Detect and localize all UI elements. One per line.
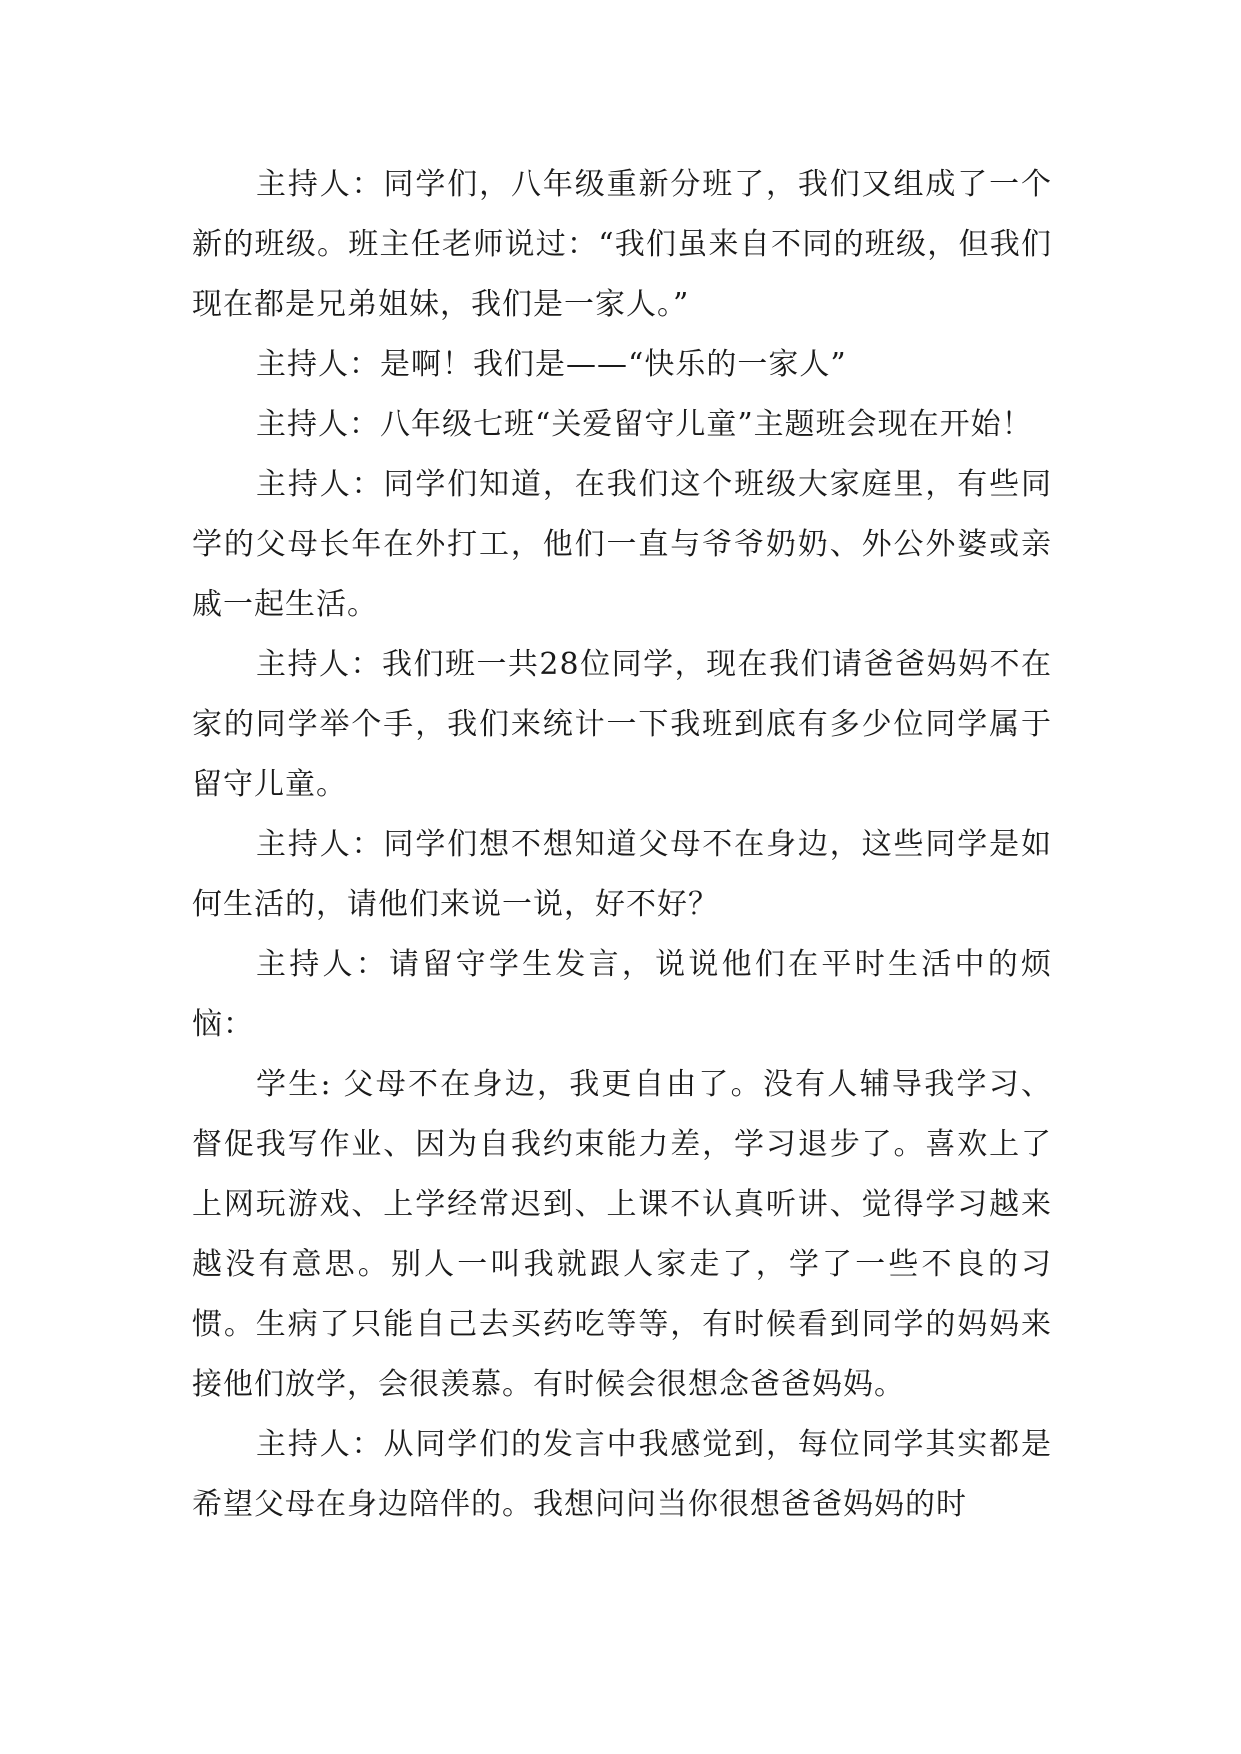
document-body	[192, 155, 1052, 1535]
paragraph-host-background: 主持人：同学们知道，在我们这个班级大家庭里，有些同学的父母长年在外打工，他们一直与爷爷奶奶、外公外婆或亲戚一起生活。	[192, 467, 1052, 622]
paragraph-host-count: 主持人：我们班一共28位同学，现在我们请爸爸妈妈不在家的同学举个手，我们来统计一下我班到底有多少位同学属于留守儿童。	[192, 647, 1052, 802]
paragraph-host-opening: 主持人：同学们，八年级重新分班了，我们又组成了一个新的班级。班主任老师说过：“我们虽来自不同的班级，但我们现在都是兄弟姐妹，我们是一家人。”	[192, 167, 1052, 322]
paragraph-host-family: 主持人：是啊！我们是——“快乐的一家人”	[256, 347, 847, 382]
paragraph-host-start: 主持人：八年级七班“关爱留守儿童”主题班会现在开始！	[256, 407, 1033, 442]
paragraph-host-question: 主持人：同学们想不想知道父母不在身边，这些同学是如何生活的，请他们来说一说，好不好？	[192, 827, 1052, 922]
paragraph-student-speech: 学生: 父母不在身边，我更自由了。没有人辅导我学习、督促我写作业、因为自我约束能力差，学习退步了。喜欢上了上网玩游戏、上学经常迟到、上课不认真听讲、觉得学习越来越没有意思。别人一叫我就跟人家走了，学了一些不良的习惯。生病了只能自己去买药吃等等，有时候看到同学的妈妈来接他们放学，会很羡慕。有时候会很想念爸爸妈妈。	[192, 1067, 1052, 1402]
paragraph-host-reflection: 主持人：从同学们的发言中我感觉到，每位同学其实都是希望父母在身边陪伴的。我想问问当你很想爸爸妈妈的时	[192, 1427, 1052, 1522]
paragraph-host-invite: 主持人：请留守学生发言，说说他们在平时生活中的烦恼：	[192, 947, 1052, 1042]
